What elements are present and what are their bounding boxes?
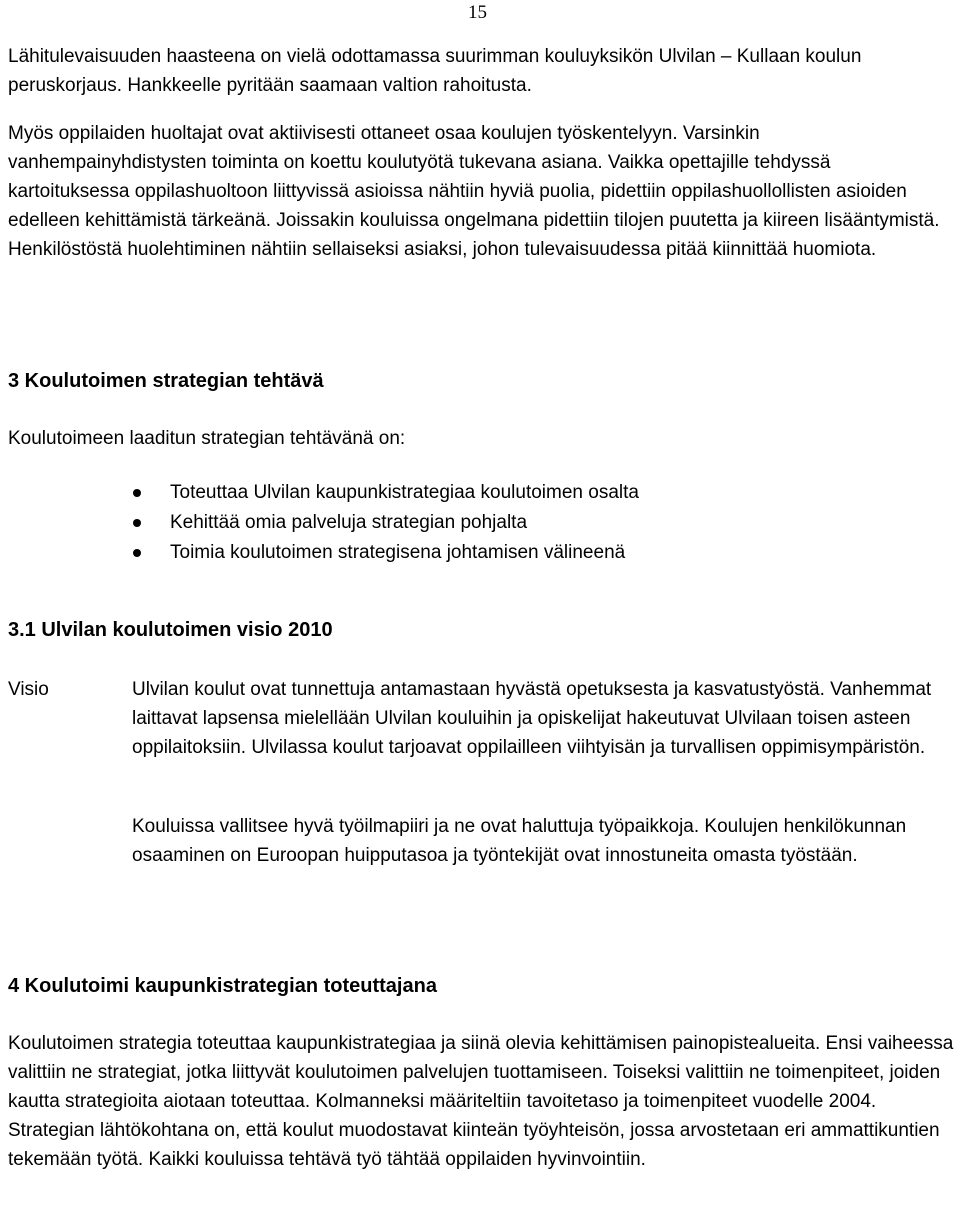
visio-label: Visio — [8, 679, 49, 700]
bullet-icon — [133, 549, 141, 557]
section-3-heading: 3 Koulutoimen strategian tehtävä — [8, 370, 324, 392]
paragraph-intro-1: Lähitulevaisuuden haasteena on vielä odottamassa suurimman kouluyksikön Ulvilan – Kullaan koulun peruskorjaus. Hankkeelle pyritään saamaan valtion rahoitusta. — [8, 46, 862, 96]
section-3-intro: Koulutoimeen laaditun strategian tehtävänä on: — [8, 428, 406, 449]
visio-paragraph-2: Kouluissa vallitsee hyvä työilmapiiri ja ne ovat haluttuja työpaikkoja. Koulujen henkilökunnan osaaminen on Euroopan huipputasoa ja työntekijät ovat innostuneita omasta työstään. — [132, 816, 907, 866]
page-number: 15 — [468, 2, 487, 23]
bullet-icon — [133, 519, 141, 527]
bullet-text: Toteuttaa Ulvilan kaupunkistrategiaa koulutoimen osalta — [170, 482, 639, 503]
bullet-icon — [133, 489, 141, 497]
section-4-heading: 4 Koulutoimi kaupunkistrategian toteuttajana — [8, 975, 437, 997]
bullet-text: Kehittää omia palveluja strategian pohjalta — [170, 512, 528, 533]
section-4-paragraph: Koulutoimen strategia toteuttaa kaupunkistrategiaa ja siinä olevia kehittämisen painopistealueita. Ensi vaiheessa valittiin ne strategiat, jotka liittyvät koulutoimen palvelujen tuottamiseen. Toiseksi valittiin ne toimenpiteet, joiden kautta strategioita aiotaan toteuttaa. Kolmanneksi määriteltiin tavoitetaso ja toimenpiteet vuodelle 2004. Strategian lähtökohtana on, että koulut muodostavat kiinteän työyhteisön, jossa arvostetaan eri ammattikuntien tekemään työtä. Kaikki kouluissa tehtävä työ tähtää oppilaiden hyvinvointiin. — [8, 1033, 954, 1170]
bullet-text: Toimia koulutoimen strategisena johtamisen välineenä — [170, 542, 626, 563]
list-item — [0, 508, 639, 538]
list-item — [0, 538, 639, 568]
paragraph-intro-2: Myös oppilaiden huoltajat ovat aktiivisesti ottaneet osaa koulujen työskentelyyn. Varsinkin vanhempainyhdistysten toiminta on koettu koulutyötä tukevana asiana. Vaikka opettajille tehdyssä kartoituksessa oppilashuoltoon liittyvissä asioissa nähtiin hyviä puolia, pidettiin oppilashuollollisten asioiden edelleen kehittämistä tärkeänä. Joissakin kouluissa ongelmana pidettiin tilojen puutetta ja kiireen lisääntymistä. Henkilöstöstä huolehtiminen nähtiin sellaiseksi asiaksi, johon tulevaisuudessa pitää kiinnittää huomiota. — [8, 123, 940, 260]
section-3-1-heading: 3.1 Ulvilan koulutoimen visio 2010 — [8, 619, 333, 641]
strategy-bullet-list — [0, 478, 639, 568]
visio-paragraph-1: Ulvilan koulut ovat tunnettuja antamastaan hyvästä opetuksesta ja kasvatustyöstä. Vanhemmat laittavat lapsensa mielellään Ulvilan kouluihin ja opiskelijat hakeutuvat Ulvilaan toisen asteen oppilaitoksiin. Ulvilassa koulut tarjoavat oppilailleen viihtyisän ja turvallisen oppimisympäristön. — [132, 679, 932, 758]
list-item — [0, 478, 639, 508]
